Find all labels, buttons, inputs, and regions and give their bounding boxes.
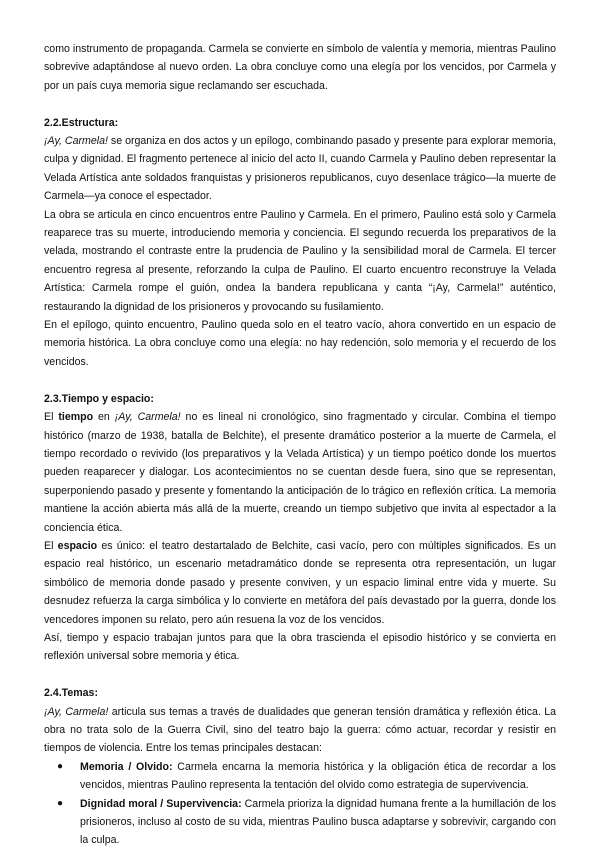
section-heading-estructura: 2.2.Estructura: [44, 116, 119, 129]
estructura-paragraph-1 [44, 132, 556, 206]
text-run: El [44, 539, 58, 552]
section-tiempo [44, 390, 556, 666]
list-item [44, 795, 556, 850]
text-run: en [93, 411, 115, 424]
list-item [44, 758, 556, 795]
intro-paragraph: como instrumento de propaganda. Carmela se convierte en símbolo de valentía y memoria, mientras Paulino sobrevive adaptándose al nuevo orden. La obra concluye como una elegía por los vencidos, por Carmela y por un país cuya memoria sigue reclamando ser escuchada. [44, 43, 556, 92]
paragraph-text: se organiza en dos actos y un epílogo, combinando pasado y presente para explorar memoria, culpa y dignidad. El fragmento pertenece al inicio del acto II, cuando Carmela y Paulino deben representar la Velada Artística ante soldados franquistas y prisioneros republicanos, cuyo desenlace trágico—la muerte de Carmela—ya conoce el espectador. [44, 135, 557, 203]
section-temas [44, 684, 556, 850]
estructura-paragraph-2: La obra se articula en cinco encuentros entre Paulino y Carmela. En el primero, Paulino está solo y Carmela reaparece tras su muerte, introduciendo memoria y conciencia. El segundo recuerda los preparativos de la velada, mostrando el contraste entre la prudencia de Paulino y la sensibilidad moral de Carmela. El tercer encuentro regresa al presente, reforzando la culpa de Paulino. El cuarto encuentro reconstruye la Velada Artística: Carmela rompe el guión, ondea la bandera republicana y canta “¡Ay, Carmela!” auténtico, restaurando la dignidad de los prisioneros y provocando su fusilamiento. [44, 208, 556, 313]
theme-text: Carmela encarna la memoria histórica y la obligación ética de recordar a los vencidos, mientras Paulino representa la tentación del olvido como estrategia de supervivencia. [80, 760, 556, 792]
tiempo-paragraph-2 [44, 537, 556, 629]
section-heading-tiempo: 2.3.Tiempo y espacio: [44, 392, 154, 405]
bullet-icon: ● [57, 760, 64, 772]
keyword-tiempo: tiempo [58, 411, 94, 424]
theme-label: Memoria / Olvido: [80, 760, 173, 773]
tiempo-paragraph-1 [44, 408, 556, 537]
paragraph-text: no es lineal ni cronológico, sino fragmentado y circular. Combina el tiempo histórico (marzo de 1938, batalla de Belchite), el presente dramático posterior a la muerte de Carmela, el tiempo recordado o revivido (los preparativos y la Velada Artística) y un tiempo poético donde los muertos pueden reaparecer y dialogar. Los acontecimientos no se cuentan desde fuera, sino que se representan, superponiendo pasado y presente y fomentando la anticipación de lo trágico en reflexión crítica. La memoria mantiene la acción abierta más allá de la muerte, creando un tiempo subjetivo que invita al espectador a la conciencia ética. [44, 411, 557, 534]
section-estructura [44, 114, 556, 372]
temas-paragraph-1 [44, 703, 556, 758]
paragraph-text: es único: el teatro destartalado de Belchite, casi vacío, pero con múltiples significados. Es un espacio real histórico, un escenario metadramático donde se representa otra representación, un lugar simbólico de memoria donde pasado y presente conviven, y un espacio liminal entre vida y muerte. Su desnudez refuerza la carga simbólica y lo convierte en metáfora del país devastado por la guerra, donde los vencedores imponen su relato, pero aún resuena la voz de los vencidos. [44, 539, 556, 626]
bullet-icon: ● [57, 797, 64, 809]
keyword-espacio: espacio [57, 539, 98, 552]
spacer [44, 95, 556, 113]
section-heading-temas: 2.4.Temas: [44, 687, 98, 700]
spacer [44, 666, 556, 684]
paragraph-text: articula sus temas a través de dualidades que generan tensión dramática y reflexión ética. La obra no trata solo de la Guerra Civil, sino del teatro bajo la guerra: cómo actuar, recordar y resistir en tiempos de violencia. Entre los temas principales destacan: [44, 705, 557, 755]
theme-label: Dignidad moral / Supervivencia: [80, 797, 242, 810]
work-title: ¡Ay, Carmela! [44, 705, 109, 718]
work-title: ¡Ay, Carmela! [44, 135, 108, 148]
work-title: ¡Ay, Carmela! [114, 411, 181, 424]
theme-text: Carmela prioriza la dignidad humana frente a la humillación de los prisioneros, incluso al costo de su vida, mientras Paulino busca adaptarse y sobrevivir, cargando con la culpa. [80, 797, 556, 847]
spacer [44, 371, 556, 389]
estructura-paragraph-3: En el epílogo, quinto encuentro, Paulino queda solo en el teatro vacío, ahora convertido en un espacio de memoria histórica. La obra concluye como una elegía: no hay redención, solo memoria y el recuerdo de los vencidos. [44, 319, 556, 368]
tiempo-paragraph-3: Así, tiempo y espacio trabajan juntos para que la obra trascienda el episodio histórico y se convierta en reflexión universal sobre memoria y ética. [44, 631, 556, 663]
themes-list [44, 758, 556, 850]
text-run: El [44, 411, 59, 424]
